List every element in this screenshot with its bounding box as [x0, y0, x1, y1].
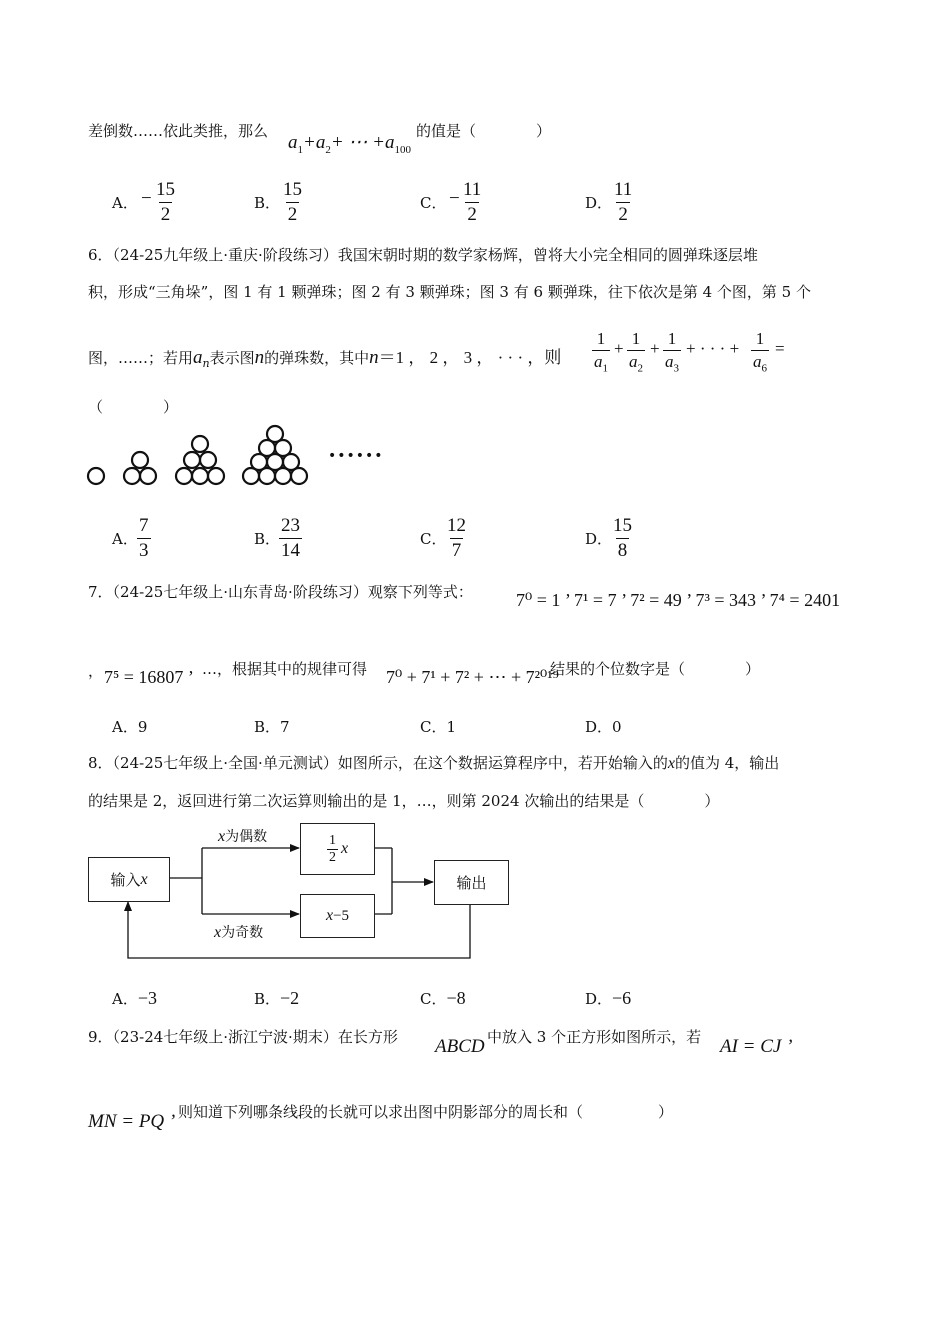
q9-line1-middle: 中放入 3 个正方形如图所示，若: [487, 1028, 702, 1046]
q5-option-d-fraction: $\frac{11}{2}$: [614, 179, 633, 225]
q6-reciprocal-3: $\frac{1}{a_3}$: [663, 330, 681, 377]
q7-option-d[interactable]: D．0: [585, 718, 622, 736]
q6-ellipsis: ••••••: [328, 448, 384, 464]
q6-option-b-fraction: $\frac{23}{14}$: [281, 515, 300, 561]
q6-plus-1: +: [614, 339, 624, 358]
q6-option-d-label[interactable]: D．: [585, 530, 613, 548]
q7-option-b[interactable]: B．7: [254, 718, 290, 736]
q9-condition-1: AI = CJ ’: [720, 1036, 793, 1057]
q6-option-b-label[interactable]: B．: [254, 530, 281, 548]
flow-input-box: 输入 x: [88, 857, 170, 902]
q7-option-a[interactable]: A．9: [112, 718, 148, 736]
q8-line2: 的结果是 2，返回进行第二次运算则输出的是 1，…，则第 2024 次输出的结果是（ ）: [88, 792, 720, 810]
q5-option-c-fraction: $\frac{11}{2}$: [463, 179, 482, 225]
q5-option-b-label[interactable]: B．: [254, 194, 281, 212]
q6-equals: =: [775, 339, 785, 358]
q6-line3: 图，……；若用$a_n$表示图n的弹珠数，其中n＝1 ， 2 ， 3 ， · · · ，则: [88, 347, 562, 370]
q6-reciprocal-2: $\frac{1}{a_2}$: [627, 330, 645, 377]
q5-option-a-sign: −: [141, 188, 152, 209]
q5-lead: 差倒数……依此类推，那么: [88, 122, 269, 140]
q5-option-c-sign: −: [449, 188, 460, 209]
marble-pile-1: [88, 468, 104, 484]
flow-odd-label: x为奇数: [214, 924, 264, 941]
q8-option-d[interactable]: D．−6: [585, 988, 632, 1008]
q9-line1-start: 9．（23-24七年级上·浙江宁波·期末）在长方形: [88, 1028, 398, 1046]
q6-plus-dots: + · · · +: [686, 339, 740, 358]
marble-pile-3: [176, 436, 224, 484]
q5-option-a-fraction: $\frac{15}{2}$: [156, 179, 175, 225]
flow-even-label: x为偶数: [218, 828, 268, 845]
q7-line1: 7．（24-25七年级上·山东青岛·阶段练习）观察下列等式：: [88, 583, 473, 601]
flow-half-box: 1 2 x: [300, 823, 375, 875]
q6-line1: 6．（24-25九年级上·重庆·阶段练习）我国宋朝时期的数学家杨辉，曾将大小完全相同的圆弹珠逐层堆: [88, 246, 758, 264]
q6-answer-paren: （ ）: [88, 398, 179, 416]
q5-option-a-label[interactable]: A．: [112, 194, 138, 212]
q7-line2-tail: 结果的个位数字是（ ）: [550, 660, 761, 678]
q8-option-a[interactable]: A．−3: [112, 988, 157, 1008]
q5-sum-expression: $a_1+a_2+$ ⋯ $+a_{100}$: [288, 132, 411, 156]
q6-reciprocal-6: $\frac{1}{a_6}$: [751, 330, 769, 377]
q9-condition-2: MN = PQ ’: [88, 1111, 176, 1132]
q5-option-c-label[interactable]: C．: [420, 194, 447, 212]
q8-option-c[interactable]: C．−8: [420, 988, 466, 1008]
q5-option-b-fraction: $\frac{15}{2}$: [283, 179, 302, 225]
q6-option-d-fraction: $\frac{15}{8}$: [613, 515, 632, 561]
marble-pile-2: [124, 452, 156, 484]
q6-option-a-fraction: $\frac{7}{3}$: [139, 515, 149, 561]
q6-line2: 积，形成“三角垛”，图 1 有 1 颗弹珠；图 2 有 3 颗弹珠；图 3 有 6 颗弹珠，往下依次是第 4 个图，第 5 个: [88, 283, 811, 301]
q6-plus-2: +: [650, 339, 660, 358]
q6-reciprocal-1: $\frac{1}{a_1}$: [592, 330, 610, 377]
q6-option-a-label[interactable]: A．: [112, 530, 138, 548]
flow-minus5-box: x −5: [300, 894, 375, 938]
flow-output-box: 输出: [434, 860, 509, 905]
q7-equations: 7⁰ = 1 ’ 7¹ = 7 ’ 7² = 49 ’ 7³ = 343 ’ 7⁴ = 2401: [516, 590, 841, 610]
q8-option-b[interactable]: B．−2: [254, 988, 300, 1008]
q7-line2-comma: ，: [88, 662, 104, 680]
q9-line2: 则知道下列哪条线段的长就可以求出图中阴影部分的周长和（ ）: [178, 1103, 674, 1121]
q5-tail: 的值是（ ）: [416, 122, 552, 140]
q7-line2-middle: …，根据其中的规律可得: [202, 660, 368, 678]
q6-option-c-fraction: $\frac{12}{7}$: [447, 515, 466, 561]
q7-option-c[interactable]: C．1: [420, 718, 457, 736]
q5-option-d-label[interactable]: D．: [585, 194, 613, 212]
q7-power5: 7⁵ = 16807 ’: [104, 667, 194, 687]
q6-option-c-label[interactable]: C．: [420, 530, 447, 548]
q7-power-sum: 7⁰ + 7¹ + 7² + ⋯ + 7²⁰¹⁹: [386, 667, 559, 687]
marble-pile-4: [243, 426, 307, 484]
q9-rectangle-name: ABCD: [435, 1036, 485, 1057]
q8-line1: 8．（24-25七年级上·全国·单元测试）如图所示，在这个数据运算程序中，若开始输入的x的值为 4，输出: [88, 754, 780, 772]
